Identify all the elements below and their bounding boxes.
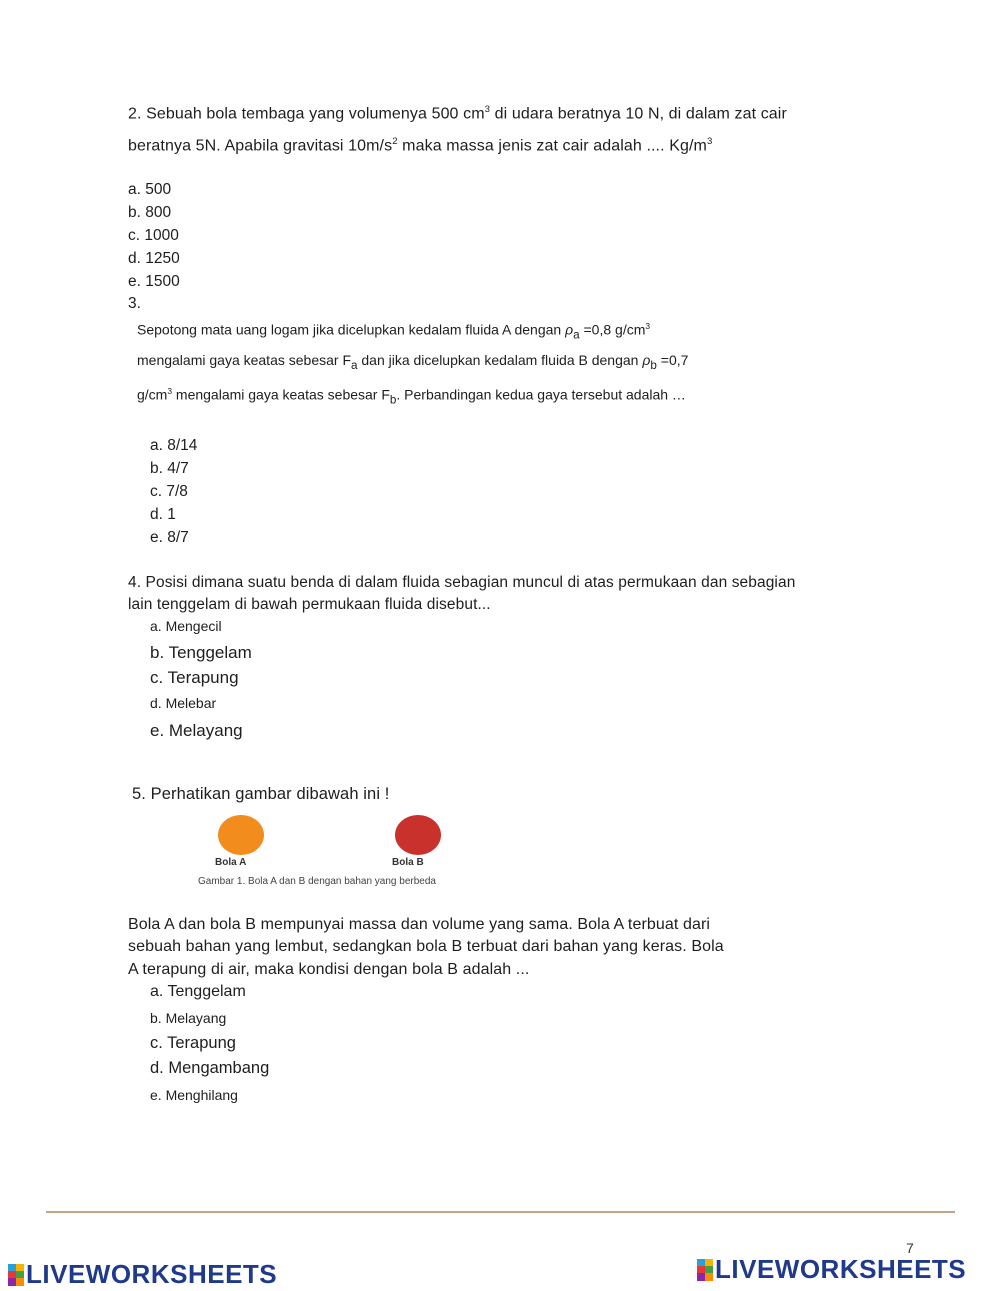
- page-number: 7: [906, 1240, 914, 1256]
- q4-line-1: 4. Posisi dimana suatu benda di dalam fluida sebagian muncul di atas permukaan dan sebagian: [128, 574, 796, 591]
- q2-option-c[interactable]: c. 1000: [128, 227, 179, 244]
- q2-line-2: beratnya 5N. Apabila gravitasi $10m/s^2$ maka massa jenis zat cair adalah .... $Kg/m^3$: [128, 136, 713, 155]
- brand-logo-right[interactable]: [697, 1254, 966, 1285]
- q2-option-a[interactable]: a. 500: [128, 181, 172, 198]
- ball-a-label: Bola A: [215, 857, 247, 868]
- q4-line-2: lain tenggelam di bawah permukaan fluida disebut...: [128, 596, 491, 613]
- brand-text-right: LIVEWORKSHEETS: [715, 1254, 967, 1284]
- q4-option-c[interactable]: c. Terapung: [150, 668, 239, 687]
- q5-line-2: sebuah bahan yang lembut, sedangkan bola B terbuat dari bahan yang keras. Bola: [128, 938, 724, 955]
- q5-option-d[interactable]: d. Mengambang: [150, 1059, 270, 1077]
- q3-option-a[interactable]: a. 8/14: [150, 437, 198, 454]
- q5-line-1: Bola A dan bola B mempunyai massa dan volume yang sama. Bola A terbuat dari: [128, 916, 711, 933]
- q3-number: 3.: [128, 295, 141, 312]
- q2-line-1: 2. Sebuah bola tembaga yang volumenya 500 $cm^3$ di udara beratnya 10 N, di dalam zat cair: [128, 104, 787, 123]
- q3-option-c[interactable]: c. 7/8: [150, 483, 188, 500]
- q5-option-a[interactable]: a. Tenggelam: [150, 983, 246, 1000]
- brand-logo-left[interactable]: [8, 1259, 277, 1290]
- footer-divider: [46, 1211, 955, 1213]
- q3-line-2: mengalami gaya keatas sebesar $F_a$ dan jika dicelupkan kedalam fluida B dengan $\rho_b =0,7$: [137, 352, 689, 372]
- liveworksheets-logo-icon: [8, 1264, 24, 1286]
- q5-option-c[interactable]: c. Terapung: [150, 1034, 236, 1052]
- q4-option-a[interactable]: a. Mengecil: [150, 618, 222, 634]
- ball-b-label: Bola B: [392, 857, 424, 868]
- q5-line-3: A terapung di air, maka kondisi dengan bola B adalah ...: [128, 961, 530, 978]
- ball-a-image: [218, 815, 264, 855]
- q3-option-d[interactable]: d. 1: [150, 506, 176, 523]
- q4-option-e[interactable]: e. Melayang: [150, 721, 243, 740]
- q3-line-3: $g/cm^3$ mengalami gaya keatas sebesar $F_b$. Perbandingan kedua gaya tersebut adalah …: [137, 386, 686, 407]
- q3-option-b[interactable]: b. 4/7: [150, 460, 189, 477]
- q5-title: 5. Perhatikan gambar dibawah ini !: [132, 785, 390, 803]
- figure-caption: Gambar 1. Bola A dan B dengan bahan yang berbeda: [198, 876, 436, 887]
- brand-text-left: LIVEWORKSHEETS: [26, 1259, 278, 1289]
- q2-option-b[interactable]: b. 800: [128, 204, 172, 221]
- q3-option-e[interactable]: e. 8/7: [150, 529, 189, 546]
- q5-option-e[interactable]: e. Menghilang: [150, 1087, 238, 1103]
- q5-option-b[interactable]: b. Melayang: [150, 1010, 227, 1026]
- q4-option-b[interactable]: b. Tenggelam: [150, 643, 252, 662]
- q2-option-e[interactable]: e. 1500: [128, 273, 180, 290]
- q4-option-d[interactable]: d. Melebar: [150, 695, 217, 711]
- ball-b-image: [395, 815, 441, 855]
- q2-option-d[interactable]: d. 1250: [128, 250, 180, 267]
- liveworksheets-logo-icon: [697, 1259, 713, 1281]
- q3-line-1: Sepotong mata uang logam jika dicelupkan kedalam fluida A dengan $\rho_a =0,8$ $g/cm^3$: [137, 321, 651, 342]
